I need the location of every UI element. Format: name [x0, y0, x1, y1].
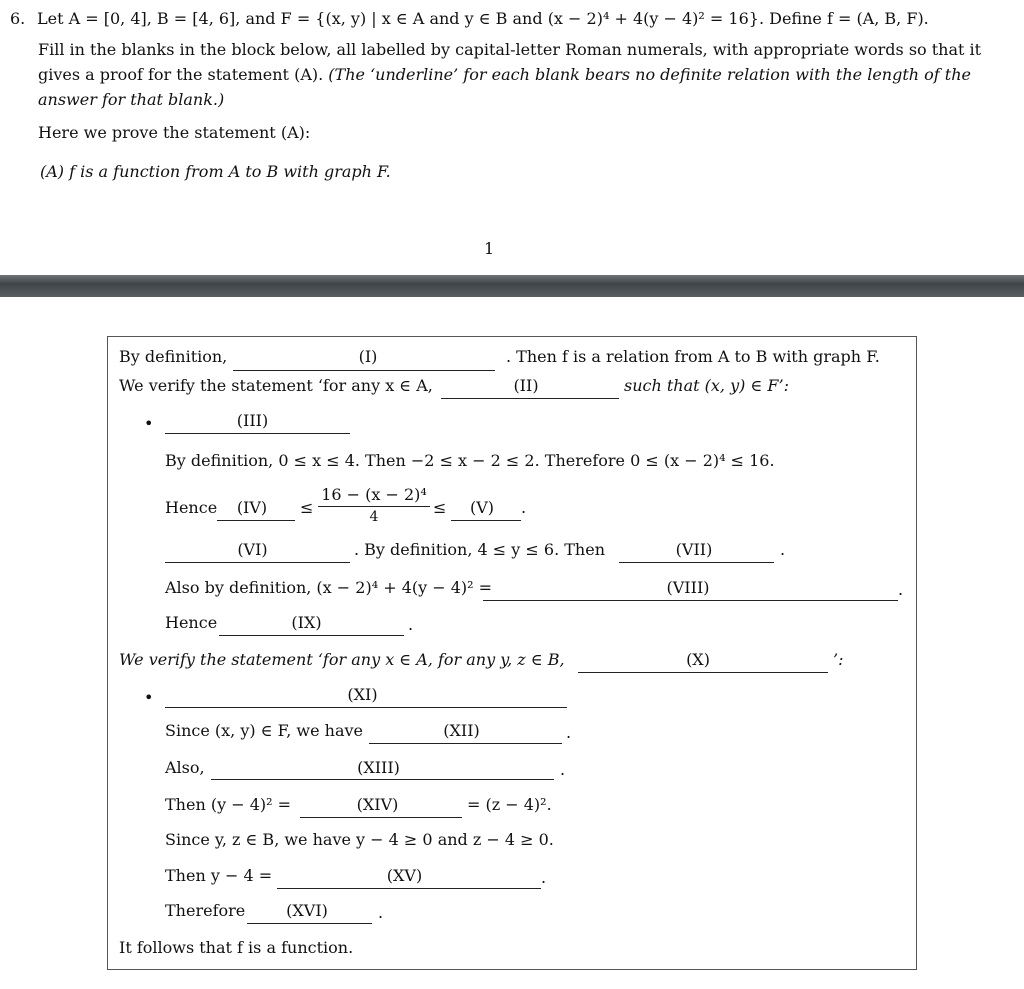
proof-line-1-start: By definition,	[119, 347, 228, 366]
leq-2: ≤	[433, 498, 447, 517]
proof-line-9: We verify the statement ‘for any x ∈ A, for any y, z ∈ B,	[119, 650, 565, 669]
blank-V-line[interactable]	[451, 520, 521, 521]
blank-IX-label: (IX)	[291, 613, 322, 632]
blank-XVI-line[interactable]	[247, 923, 372, 924]
proof-line-7: Also by definition, (x − 2)⁴ + 4(y − 4)² =	[165, 578, 493, 597]
dot-XV: .	[541, 868, 547, 887]
dot-XVI: .	[378, 903, 384, 922]
prove-line: Here we prove the statement (A):	[38, 123, 311, 142]
fraction-denominator: 4	[369, 509, 379, 525]
hence-1: Hence	[165, 498, 218, 517]
dot-V: .	[521, 498, 527, 517]
blank-X-label: (X)	[686, 650, 710, 669]
blank-XIV-line[interactable]	[300, 817, 462, 818]
proof-line-13: Then (y − 4)² =	[165, 795, 292, 814]
blank-VII-label: (VII)	[675, 540, 713, 559]
proof-line-2-end: such that (x, y) ∈ F’:	[624, 376, 789, 395]
blank-XI-line[interactable]	[165, 707, 567, 708]
proof-line-11: Since (x, y) ∈ F, we have	[165, 721, 364, 740]
proof-line-1-end: . Then f is a relation from A to B with graph F.	[506, 347, 880, 366]
dot-XIII: .	[560, 760, 566, 779]
blank-III-label: (III)	[236, 411, 269, 430]
page-top	[0, 0, 1024, 275]
proof-line-13-end: = (z − 4)².	[467, 795, 552, 814]
blank-XIII-line[interactable]	[211, 779, 554, 780]
proof-line-4: By definition, 0 ≤ x ≤ 4. Then −2 ≤ x − 2 ≤ 2. Therefore 0 ≤ (x − 2)⁴ ≤ 16.	[165, 451, 775, 470]
dot-VIII: .	[898, 580, 904, 599]
statement-A: (A) f is a function from A to B with graph F.	[40, 162, 391, 181]
proof-line-6: . By definition, 4 ≤ y ≤ 6. Then	[354, 540, 605, 559]
blank-II-label: (II)	[513, 376, 539, 395]
dot-IX: .	[408, 615, 414, 634]
blank-XV-line[interactable]	[277, 888, 541, 889]
blank-VI-line[interactable]	[165, 562, 350, 563]
blank-IV-line[interactable]	[217, 520, 295, 521]
dot-XII: .	[566, 723, 572, 742]
page-number: 1	[484, 239, 495, 258]
proof-line-15: Then y − 4 =	[165, 866, 273, 885]
problem-number: 6.	[10, 9, 26, 28]
page-divider	[0, 275, 1024, 297]
blank-VI-label: (VI)	[237, 540, 268, 559]
fraction-numerator: 16 − (x − 2)⁴	[318, 484, 430, 507]
blank-X-line[interactable]	[578, 672, 828, 673]
problem-statement: Let A = [0, 4], B = [4, 6], and F = {(x, y) | x ∈ A and y ∈ B and (x − 2)⁴ + 4(y − 4)² = 16}. Define f = (A, B, F).	[37, 9, 929, 28]
blank-XIV-label: (XIV)	[356, 795, 399, 814]
proof-conclusion: It follows that f is a function.	[119, 938, 354, 957]
blank-VIII-label: (VIII)	[666, 578, 710, 597]
blank-VIII-line[interactable]	[483, 600, 898, 601]
blank-XII-line[interactable]	[369, 743, 562, 744]
proof-line-9-end: ’:	[833, 650, 844, 669]
blank-XI-label: (XI)	[347, 685, 378, 704]
blank-II-line[interactable]	[441, 398, 619, 399]
blank-XII-label: (XII)	[443, 721, 480, 740]
instruction-line-2	[38, 65, 971, 84]
proof-line-2-start: We verify the statement ‘for any x ∈ A,	[119, 376, 433, 395]
blank-III-line[interactable]	[165, 433, 350, 434]
bullet-2: •	[144, 688, 154, 707]
proof-line-14: Since y, z ∈ B, we have y − 4 ≥ 0 and z − 4 ≥ 0.	[165, 830, 554, 849]
leq-1: ≤	[300, 498, 314, 517]
blank-I-line[interactable]	[233, 370, 495, 371]
blank-IV-label: (IV)	[236, 498, 268, 517]
blank-V-label: (V)	[469, 498, 495, 517]
therefore-label: Therefore	[165, 901, 246, 920]
blank-XVI-label: (XVI)	[286, 901, 328, 920]
blank-VII-line[interactable]	[619, 562, 774, 563]
blank-XIII-label: (XIII)	[357, 758, 400, 777]
dot-VII: .	[780, 540, 786, 559]
blank-XV-label: (XV)	[386, 866, 423, 885]
also-label: Also,	[165, 758, 205, 777]
hence-2: Hence	[165, 613, 218, 632]
bullet-1: •	[144, 414, 154, 433]
instruction-italic: (The ‘underline’ for each blank bears no definite relation with the length of the	[328, 65, 972, 84]
blank-I-label: (I)	[358, 347, 378, 366]
instruction-line-1: Fill in the blanks in the block below, all labelled by capital-letter Roman numerals, with appropriate words so that it	[38, 40, 982, 59]
instruction-text: gives a proof for the statement (A).	[38, 65, 324, 84]
instruction-line-3: answer for that blank.)	[38, 90, 225, 109]
blank-IX-line[interactable]	[219, 635, 404, 636]
